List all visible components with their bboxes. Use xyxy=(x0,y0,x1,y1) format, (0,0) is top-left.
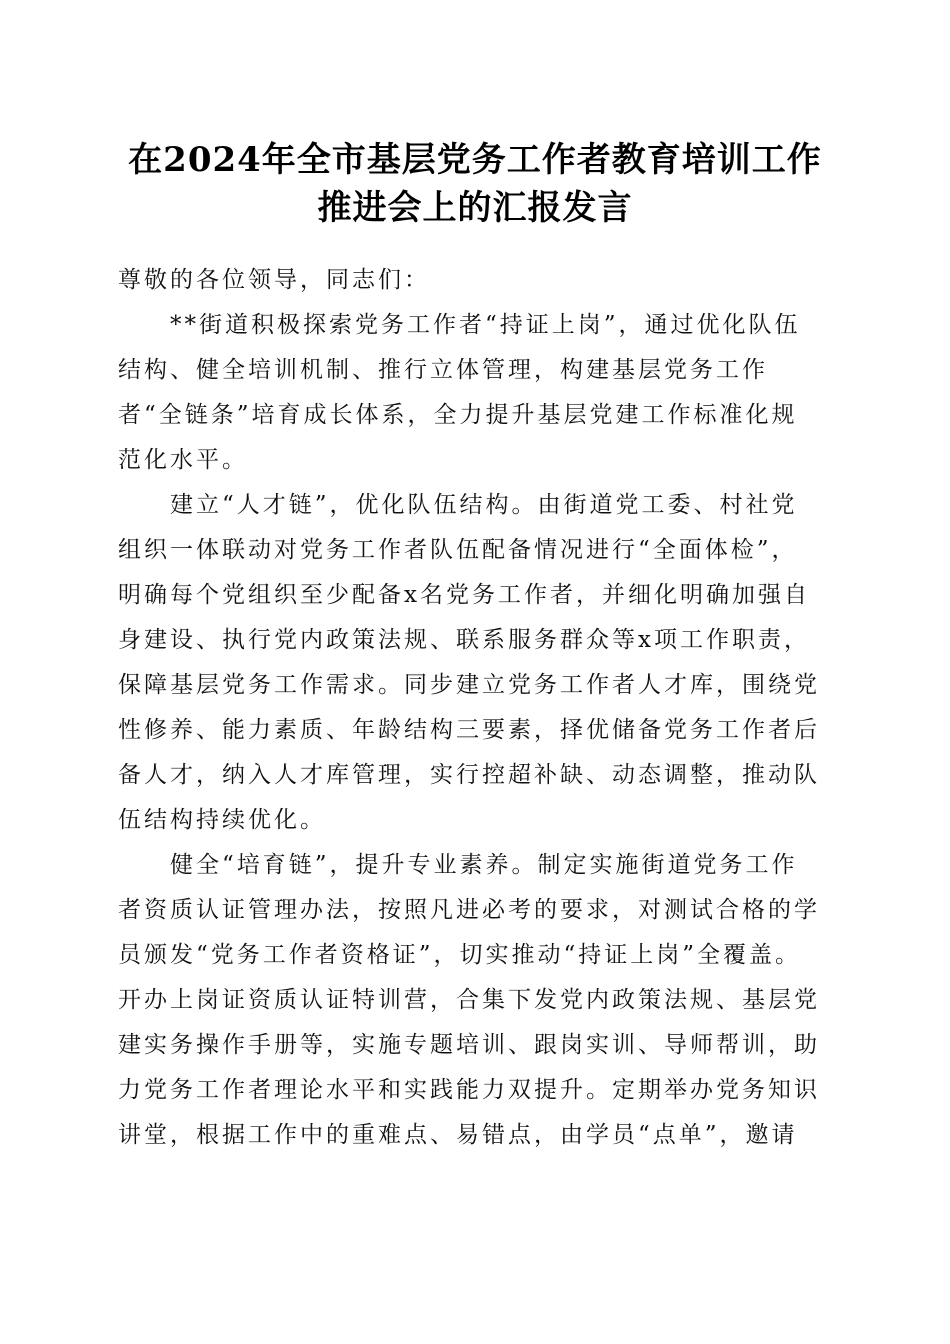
document-title xyxy=(100,136,850,232)
paragraph-3-line: 员颁发“党务工作者资格证”，切实推动“持证上岗”全覆盖。 xyxy=(118,942,802,968)
paragraph-3-line: 开办上岗证资质认证特训营，合集下发党内政策法规、基层党 xyxy=(118,987,820,1013)
paragraph-2-line: 性修养、能力素质、年龄结构三要素，择优储备党务工作者后 xyxy=(118,717,820,743)
paragraph-1-line: 者“全链条”培育成长体系，全力提升基层党建工作标准化规 xyxy=(118,402,798,428)
salutation: 尊敬的各位领导，同志们： xyxy=(118,267,430,293)
paragraph-3-line: 力党务工作者理论水平和实践能力双提升。定期举办党务知识 xyxy=(118,1077,820,1103)
paragraph-2-line: 身建设、执行党内政策法规、联系服务群众等x项工作职责， xyxy=(118,627,810,653)
paragraph-3-line: 者资质认证管理办法，按照凡进必考的要求，对测试合格的学 xyxy=(118,897,820,923)
paragraph-2-line: 伍结构持续优化。 xyxy=(118,807,326,833)
title-line-2: 推进会上的汇报发言 xyxy=(317,188,633,228)
paragraph-3-line: 建实务操作手册等，实施专题培训、跟岗实训、导师帮训，助 xyxy=(118,1032,820,1058)
paragraph-2-line: 明确每个党组织至少配备x名党务工作者，并细化明确加强自 xyxy=(118,582,810,608)
paragraph-2-line: 备人才，纳入人才库管理，实行控超补缺、动态调整，推动队 xyxy=(118,762,820,788)
paragraph-1-line: **街道积极探索党务工作者“持证上岗”，通过优化队伍 xyxy=(170,312,801,338)
title-line-1: 在2024年全市基层党务工作者教育培训工作 xyxy=(128,140,822,180)
paragraph-1-line: 结构、健全培训机制、推行立体管理，构建基层党务工作 xyxy=(118,357,768,383)
paragraph-3-line: 健全“培育链”，提升专业素养。制定实施街道党务工作 xyxy=(170,852,798,878)
paragraph-2-line: 建立“人才链”，优化队伍结构。由街道党工委、村社党 xyxy=(170,492,798,518)
document-body xyxy=(118,258,838,1158)
paragraph-2-line: 组织一体联动对党务工作者队伍配备情况进行“全面体检”， xyxy=(118,537,798,563)
paragraph-3-line: 讲堂，根据工作中的重难点、易错点，由学员“点单”，邀请 xyxy=(118,1122,798,1148)
paragraph-2-line: 保障基层党务工作需求。同步建立党务工作者人才库，围绕党 xyxy=(118,672,820,698)
paragraph-1-line: 范化水平。 xyxy=(118,447,248,473)
